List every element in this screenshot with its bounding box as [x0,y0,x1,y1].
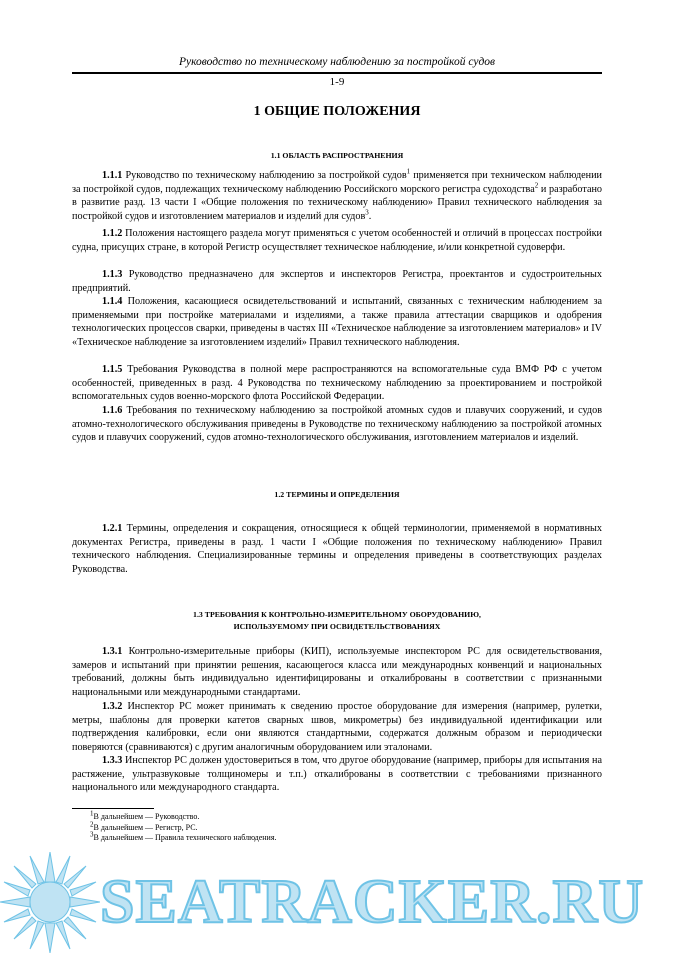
watermark-text: SEATRACKER.RU [100,868,645,936]
footnote: $^2$В дальнейшем — Регистр, РС. [90,819,198,832]
paragraph-1-3-1: 1.3.1 Контрольно-измерительные приборы (КИП), используемые инспектором РС для освидетельствования, замеров и испытаний при принятии решения, касающегося класса или международных конвенций и национальных требований, должны быть индивидуально идентифицированы и откалиброваны в соответствии с признанными национальными или международными стандартами. [72,646,603,699]
running-header: Руководство по техническому наблюдению за постройкой судов [178,56,496,68]
paragraph-1-1-1: 1.1.1 Руководство по техническому наблюдению за постройкой судов$^1$ применяется при техническом наблюдении за постройкой судов, подлежащих техническому наблюдению Российского морского регистра судоходства$^2$ и разработано в развитие разд. 13 части I «Общие положения по техническому наблюдению» Правил технического наблюдения за постройкой судов и изготовлением материалов и изделий для судов$^3$. [72,167,603,223]
footnote-ref: 3 [365,208,369,217]
page-number: 1-9 [329,76,345,88]
paragraph-1-1-5: 1.1.5 Требования Руководства в полной мере распространяются на вспомогательные суда ВМФ РФ с учетом особенностей, приведенных в разд. 4 Руководства по техническому наблюдению за проектированием и постройкой вспомогательных судов военно-морского флота Российской Федерации. [72,364,602,403]
section-title: 1.3 ТРЕБОВАНИЯ К КОНТРОЛЬНО-ИЗМЕРИТЕЛЬНОМУ ОБОРУДОВАНИЮ, ИСПОЛЬЗУЕМОМУ ПРИ ОСВИДЕТЕЛЬСТВОВАНИЯХ [193,610,481,631]
paragraph-1-1-4: 1.1.4 Положения, касающиеся освидетельствований и испытаний, связанных с техническим наблюдением за применяемыми при постройке материалами и изделиями, а также правила аттестации сварщиков и одобрения технологических процессов сварки, приведены в частях III «Техническое наблюдение за изготовлением материалов» и IV «Техническое наблюдение за изготовлением изделий» Правил технического наблюдения. [72,296,603,349]
paragraph-number: 1.1.1 [102,170,123,181]
section-title: 1.2 ТЕРМИНЫ И ОПРЕДЕЛЕНИЯ [274,490,400,499]
sun-icon [0,852,100,953]
paragraph-number: 1.3.1 [102,646,123,657]
footnote: $^3$В дальнейшем — Правила технического наблюдения. [90,830,277,842]
paragraph-1-1-6: 1.1.6 Требования по техническому наблюдению за постройкой атомных судов и плавучих сооружений, и судов атомно-технологического обслуживания приведены в Руководстве по техническому наблюдению за постройкой атомных судов и плавучих сооружений, судов атомно-технологического обслуживания, изготовлением материалов и изделий. [72,405,602,444]
section-title: 1.1 ОБЛАСТЬ РАСПРОСТРАНЕНИЯ [270,151,404,160]
paragraph-number: 1.2.1 [102,523,123,534]
paragraph-1-1-3: 1.1.3 Руководство предназначено для экспертов и инспекторов Регистра, проектантов и судостроительных предприятий. [72,269,602,294]
footnote-ref: 2 [534,181,539,190]
paragraph-number: 1.1.3 [102,269,123,280]
paragraph-number: 1.3.3 [102,755,123,766]
paragraph-1-2-1: 1.2.1 Термины, определения и сокращения, относящиеся к общей терминологии, применяемой в нормативных документах Регистра, приведены в разд. 1 части I «Общие положения по техническому наблюдению» Правил технического наблюдения. Специализированные термины и определения приведены в соответствующих разделах Руководства. [72,523,602,576]
paragraph-number: 1.1.4 [102,296,123,307]
paragraph-number: 1.1.6 [102,405,123,416]
paragraph-1-3-3: 1.3.3 Инспектор РС должен удостовериться в том, что другое оборудование (например, приборы для испытания на растяжение, ультразвуковые толщиномеры и т.п.) откалиброваны в соответствии с требованиями признанного национального или международного стандарта. [72,755,602,794]
footnotes [90,809,490,844]
paragraph-number: 1.3.2 [102,701,123,712]
paragraph-1-1-2: 1.1.2 Положения настоящего раздела могут применяться с учетом особенностей и отличий в процессах постройки судна, присущих стране, в которой Регистр осуществляет техническое наблюдение, и/или конкретной судоверфи. [72,228,602,253]
footnote: $^1$В дальнейшем — Руководство. [90,809,200,821]
paragraph-number: 1.1.5 [102,364,123,375]
footnote-rule [72,808,154,809]
header-rule [72,72,602,74]
chapter-title: 1 ОБЩИЕ ПОЛОЖЕНИЯ [253,104,421,119]
footnote-ref: 1 [406,167,411,176]
paragraph-number: 1.1.2 [102,228,123,239]
paragraph-1-3-2: 1.3.2 Инспектор РС может принимать к сведению простое оборудование для измерения (например, рулетки, метры, шаблоны для проверки катетов сварных швов, микрометры) без индивидуальной идентификации или подтверждения калибровки, если они являются стандартными, содержатся должным образом и периодически поверяются (сравниваются) с другим аналогичным оборудованием или эталонами. [72,701,602,754]
